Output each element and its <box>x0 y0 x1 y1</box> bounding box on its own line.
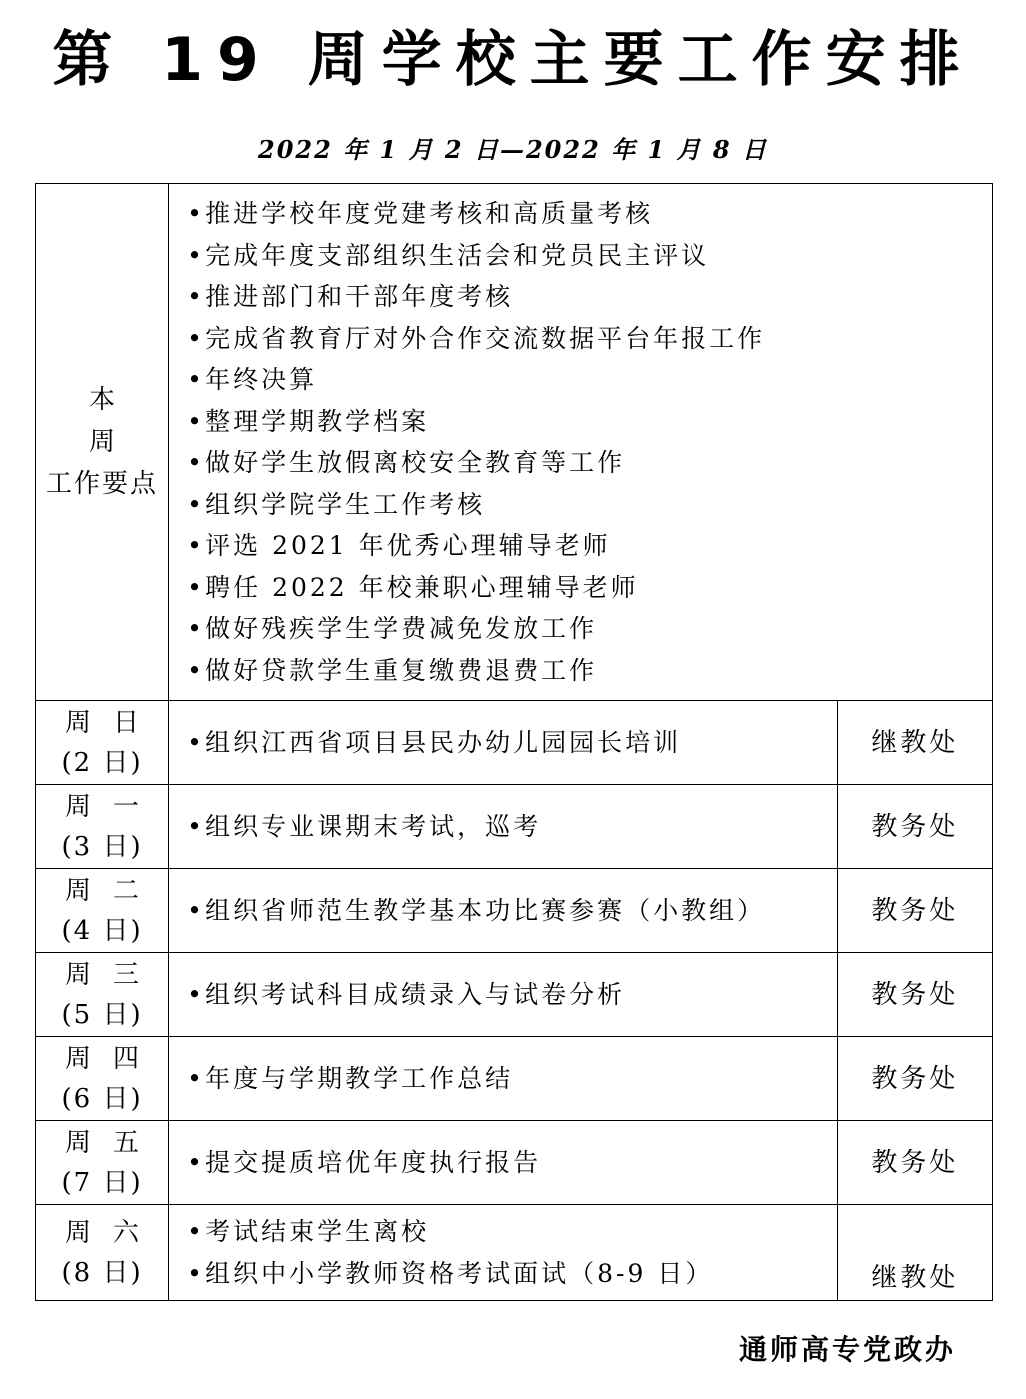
day-date: (2 日) <box>61 747 143 778</box>
list-item <box>187 1142 837 1184</box>
key-point-text: 完成年度支部组织生活会和党员民主评议 <box>205 240 710 270</box>
key-point-text: 年终决算 <box>205 365 318 394</box>
list-item <box>187 1058 837 1100</box>
schedule-table <box>35 183 993 1301</box>
day-items-list <box>169 716 837 770</box>
list-item <box>187 235 992 277</box>
bullet-icon: • <box>187 1147 202 1177</box>
day-row-friday <box>36 1121 993 1205</box>
key-point-text: 做好学生放假离校安全教育等工作 <box>205 448 626 477</box>
day-items-list <box>169 1052 837 1106</box>
department-cell: 继教处 <box>837 701 992 785</box>
day-item-text: 提交提质培优年度执行报告 <box>205 1147 542 1177</box>
day-item-text: 组织专业课期末考试，巡考 <box>205 811 542 841</box>
key-points-label-line1: 本周 <box>89 385 160 457</box>
list-item <box>187 359 992 401</box>
list-item <box>187 974 837 1016</box>
day-item-text: 考试结束学生离校 <box>205 1217 430 1246</box>
key-points-row <box>36 184 993 701</box>
key-point-text: 聘任 2022 年校兼职心理辅导老师 <box>205 572 639 602</box>
key-points-label-cell <box>36 184 169 701</box>
list-item <box>187 401 992 443</box>
bullet-icon: • <box>187 1258 202 1288</box>
department-cell: 教务处 <box>837 869 992 953</box>
key-point-text: 推进学校年度党建考核和高质量考核 <box>205 199 654 228</box>
bullet-icon: • <box>187 614 202 643</box>
department-cell: 教务处 <box>837 1121 992 1205</box>
list-item <box>187 442 992 484</box>
day-items-list <box>169 800 837 854</box>
list-item <box>187 193 992 235</box>
day-row-tuesday <box>36 869 993 953</box>
bullet-icon: • <box>187 199 202 228</box>
day-date: (8 日) <box>61 1257 143 1288</box>
key-points-list <box>169 184 992 700</box>
bullet-icon: • <box>187 1217 202 1246</box>
page-title: 第 19 周学校主要工作安排 <box>52 25 974 95</box>
day-item-text: 组织中小学教师资格考试面试（8-9 日） <box>205 1258 714 1288</box>
day-items-list <box>169 1205 837 1300</box>
bullet-icon: • <box>187 406 202 436</box>
bullet-icon: • <box>187 323 202 353</box>
day-items-list <box>169 968 837 1022</box>
day-items-list <box>169 1136 837 1190</box>
key-point-text: 推进部门和干部年度考核 <box>205 282 514 311</box>
list-item <box>187 890 837 932</box>
key-point-text: 做好贷款学生重复缴费退费工作 <box>205 655 598 685</box>
day-row-saturday <box>36 1205 993 1301</box>
department-cell: 教务处 <box>837 953 992 1037</box>
bullet-icon: • <box>187 572 202 602</box>
bullet-icon: • <box>187 1063 202 1093</box>
day-row-wednesday <box>36 953 993 1037</box>
key-point-text: 做好残疾学生学费减免发放工作 <box>205 614 598 643</box>
day-items-cell <box>169 869 838 953</box>
day-items-cell <box>169 1037 838 1121</box>
day-cell <box>36 1037 169 1121</box>
day-cell <box>36 785 169 869</box>
list-item <box>187 567 992 609</box>
day-date: (3 日) <box>61 831 143 862</box>
list-item <box>187 318 992 360</box>
day-items-cell <box>169 1121 838 1205</box>
list-item <box>187 525 992 567</box>
key-point-text: 评选 2021 年优秀心理辅导老师 <box>205 531 611 560</box>
day-items-list <box>169 884 837 938</box>
key-points-label-line2: 工作要点 <box>46 469 159 499</box>
list-item <box>187 276 992 318</box>
day-items-cell <box>169 1205 838 1301</box>
bullet-icon: • <box>187 365 202 394</box>
bullet-icon: • <box>187 979 202 1009</box>
date-range: 2022 年 1 月 2 日—2022 年 1 月 8 日 <box>258 135 768 164</box>
day-row-sunday <box>36 701 993 785</box>
day-name: 周三 <box>65 959 162 990</box>
department-cell: 教务处 <box>837 1037 992 1121</box>
bullet-icon: • <box>187 655 202 685</box>
department-cell: 教务处 <box>837 785 992 869</box>
key-points-cell <box>169 184 993 701</box>
list-item <box>187 650 992 692</box>
day-date: (6 日) <box>61 1083 143 1114</box>
day-item-text: 组织江西省项目县民办幼儿园园长培训 <box>205 727 682 757</box>
day-name: 周六 <box>65 1217 162 1248</box>
day-cell <box>36 701 169 785</box>
day-item-text: 组织考试科目成绩录入与试卷分析 <box>205 979 626 1009</box>
day-date: (5 日) <box>61 999 143 1030</box>
bullet-icon: • <box>187 489 202 519</box>
day-name: 周五 <box>65 1127 162 1158</box>
bullet-icon: • <box>187 282 202 311</box>
issuer-signature: 通师高专党政办 <box>738 1333 956 1366</box>
list-item <box>187 608 992 650</box>
day-item-text: 年度与学期教学工作总结 <box>205 1063 514 1093</box>
key-point-text: 整理学期教学档案 <box>205 406 430 436</box>
list-item <box>187 484 992 526</box>
department-cell: 继教处 <box>837 1205 992 1301</box>
day-date: (4 日) <box>61 915 143 946</box>
list-item <box>187 1253 837 1295</box>
key-point-text: 组织学院学生工作考核 <box>205 489 486 519</box>
bullet-icon: • <box>187 895 202 925</box>
day-items-cell <box>169 953 838 1037</box>
day-row-monday <box>36 785 993 869</box>
bullet-icon: • <box>187 727 202 757</box>
day-cell <box>36 1205 169 1301</box>
list-item <box>187 1211 837 1253</box>
bullet-icon: • <box>187 811 202 841</box>
day-name: 周四 <box>65 1043 162 1074</box>
bullet-icon: • <box>187 531 202 560</box>
day-row-thursday <box>36 1037 993 1121</box>
day-cell <box>36 953 169 1037</box>
day-name: 周二 <box>65 875 162 906</box>
list-item <box>187 806 837 848</box>
bullet-icon: • <box>187 448 202 477</box>
day-cell <box>36 869 169 953</box>
day-item-text: 组织省师范生教学基本功比赛参赛（小教组） <box>205 895 766 925</box>
day-items-cell <box>169 701 838 785</box>
day-items-cell <box>169 785 838 869</box>
day-date: (7 日) <box>61 1167 143 1198</box>
day-cell <box>36 1121 169 1205</box>
day-name: 周日 <box>65 707 162 738</box>
bullet-icon: • <box>187 240 202 270</box>
day-name: 周一 <box>65 791 162 822</box>
key-point-text: 完成省教育厅对外合作交流数据平台年报工作 <box>205 323 766 353</box>
list-item <box>187 722 837 764</box>
